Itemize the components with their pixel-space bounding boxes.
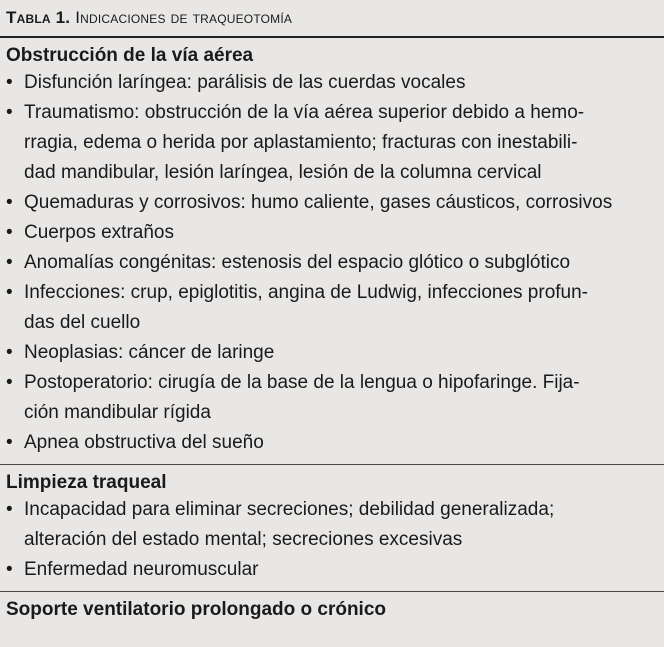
indication-text-line: Neoplasias: cáncer de laringe bbox=[24, 342, 275, 363]
indication-text-line: Anomalías congénitas: estenosis del espacio glótico o subglótico bbox=[24, 252, 571, 273]
indication-item bbox=[6, 218, 658, 248]
indication-text-line: Infecciones: crup, epiglotitis, angina de Ludwig, infecciones profun- bbox=[24, 282, 589, 303]
table-title: Indicaciones de traqueotomía bbox=[75, 8, 293, 27]
bullet-icon: • bbox=[6, 192, 13, 213]
indication-item bbox=[6, 248, 658, 278]
indication-text-line: Quemaduras y corrosivos: humo caliente, gases cáusticos, corrosivos bbox=[24, 192, 613, 213]
indication-text-line: Cuerpos extraños bbox=[24, 222, 174, 243]
indication-item bbox=[6, 428, 658, 458]
indication-text-line: Postoperatorio: cirugía de la base de la lengua o hipofaringe. Fija- bbox=[24, 372, 580, 393]
indication-text-line: Incapacidad para eliminar secreciones; debilidad generalizada; bbox=[24, 499, 555, 520]
indication-text-line: rragia, edema o herida por aplastamiento; fracturas con inestabili- bbox=[24, 132, 578, 153]
section-heading: Soporte ventilatorio prolongado o crónico bbox=[6, 599, 387, 620]
table-caption bbox=[6, 0, 658, 36]
bullet-icon: • bbox=[6, 342, 13, 363]
indication-text-line: dad mandibular, lesión laríngea, lesión de la columna cervical bbox=[24, 162, 542, 183]
table-section bbox=[6, 38, 658, 464]
bullet-icon: • bbox=[6, 372, 13, 393]
table-label: Tabla 1. bbox=[6, 8, 71, 27]
indication-list bbox=[6, 495, 658, 585]
indication-text-line: Traumatismo: obstrucción de la vía aérea superior debido a hemo- bbox=[24, 102, 585, 123]
bullet-icon: • bbox=[6, 252, 13, 273]
indication-text-line: Apnea obstructiva del sueño bbox=[24, 432, 264, 453]
indication-text-line: Enfermedad neuromuscular bbox=[24, 559, 259, 580]
bullet-icon: • bbox=[6, 499, 13, 520]
indication-item bbox=[6, 495, 658, 555]
bullet-icon: • bbox=[6, 282, 13, 303]
bullet-icon: • bbox=[6, 102, 13, 123]
indication-list bbox=[6, 68, 658, 458]
indication-text-line: alteración del estado mental; secreciones excesivas bbox=[24, 529, 463, 550]
indication-item bbox=[6, 188, 658, 218]
table-section bbox=[6, 592, 658, 628]
indication-item bbox=[6, 278, 658, 338]
section-heading: Limpieza traqueal bbox=[6, 472, 167, 493]
indication-item bbox=[6, 338, 658, 368]
indication-item bbox=[6, 368, 658, 428]
indication-text-line: das del cuello bbox=[24, 312, 141, 333]
indication-text-line: Disfunción laríngea: parálisis de las cuerdas vocales bbox=[24, 72, 466, 93]
table-body bbox=[6, 38, 658, 628]
section-heading: Obstrucción de la vía aérea bbox=[6, 45, 254, 66]
indication-item bbox=[6, 555, 658, 585]
bullet-icon: • bbox=[6, 222, 13, 243]
bullet-icon: • bbox=[6, 559, 13, 580]
bullet-icon: • bbox=[6, 72, 13, 93]
indication-text-line: ción mandibular rígida bbox=[24, 402, 211, 423]
indication-item bbox=[6, 68, 658, 98]
table-section bbox=[6, 465, 658, 591]
bullet-icon: • bbox=[6, 432, 13, 453]
indication-item bbox=[6, 98, 658, 188]
